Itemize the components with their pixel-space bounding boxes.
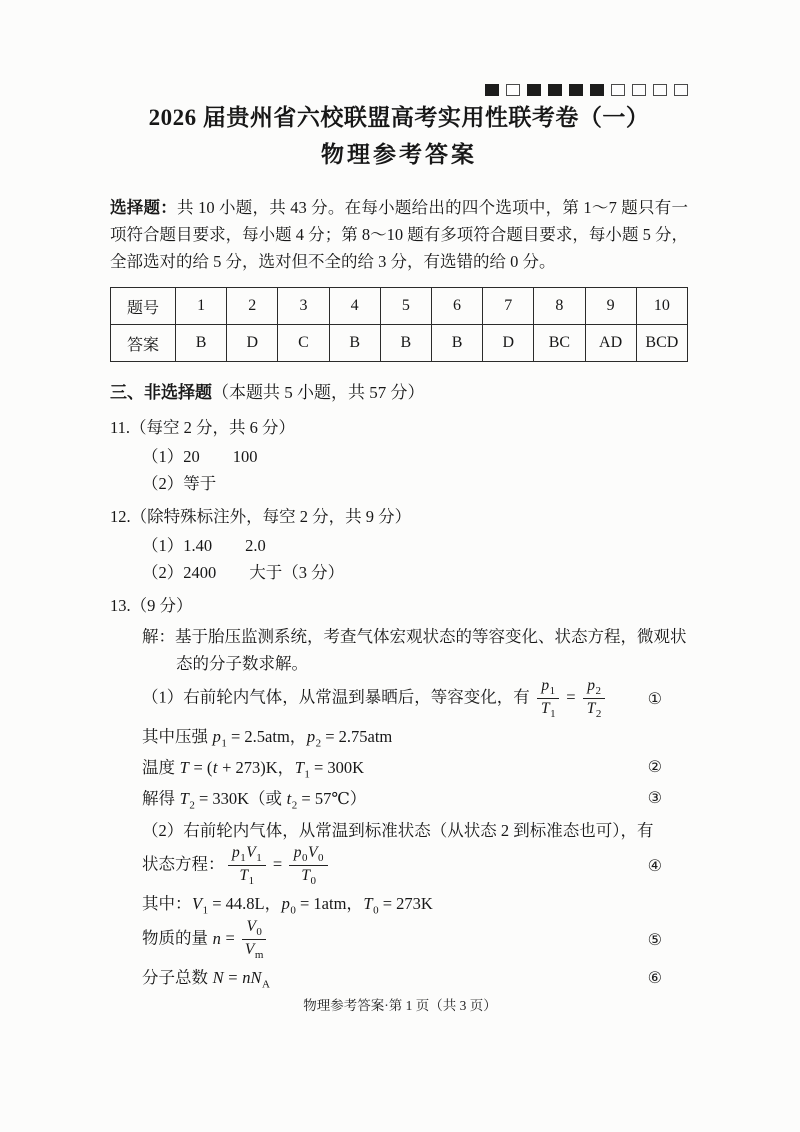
- math-variable: p: [306, 726, 316, 746]
- solution-line-content: [142, 817, 654, 841]
- solution-line-content: [142, 785, 366, 811]
- page-title: 2026 届贵州省六校联盟高考实用性联考卷（一）: [148, 105, 650, 130]
- solution-line: [110, 844, 688, 887]
- math-subscript: 0: [310, 875, 316, 888]
- math-subscript: 1: [248, 875, 255, 888]
- solution-text: （1）右前轮内气体，从常温到暴晒后，等容变化，有: [142, 687, 534, 707]
- solution-text: + 273)K，: [217, 757, 295, 777]
- question-number-cell: 5: [380, 288, 431, 325]
- registration-square: [590, 84, 604, 96]
- registration-square: [548, 84, 562, 96]
- math-variable: p: [293, 844, 302, 862]
- solution-line-content: [142, 918, 269, 961]
- question-13-heading: 13.（9 分）: [110, 596, 193, 615]
- equation-number: ①: [647, 689, 662, 709]
- question-13-solution-note: 解：基于胎压监测系统，考查气体宏观状态的等容变化、状态方程，微观状态的分子数求解。: [142, 627, 687, 673]
- math-variable: t: [286, 788, 292, 808]
- math-variable: t: [212, 757, 218, 777]
- math-subscript: 0: [302, 852, 308, 865]
- math-subscript: 2: [595, 708, 602, 721]
- answer-cell: BCD: [636, 325, 687, 362]
- math-subscript: 1: [240, 852, 246, 865]
- math-subscript: 1: [550, 708, 556, 721]
- math-subscript: m: [254, 949, 264, 962]
- math-variable: T: [586, 700, 596, 718]
- math-variable: nN: [242, 967, 262, 987]
- instructions-paragraph: [110, 194, 688, 275]
- math-variable: V: [192, 893, 203, 913]
- registration-marks: [485, 84, 688, 96]
- question-12-heading: 12.（除特殊标注外，每空 2 分，共 9 分）: [110, 507, 412, 526]
- equation-number: ④: [647, 856, 662, 876]
- question-11-heading: 11.（每空 2 分，共 6 分）: [110, 418, 296, 437]
- page-subtitle: 物理参考答案: [321, 142, 477, 167]
- solution-text: =: [268, 854, 287, 874]
- math-variable: p: [541, 677, 550, 694]
- solution-text: = 2.5atm，: [226, 726, 307, 746]
- question-13-solution-lines: [110, 677, 688, 993]
- math-subscript: 0: [373, 904, 379, 917]
- fraction: [289, 844, 327, 887]
- registration-square: [674, 84, 688, 96]
- solution-text: 温度: [142, 757, 180, 777]
- math-subscript: 1: [202, 904, 209, 917]
- math-subscript: 1: [221, 736, 227, 749]
- solution-line-content: [142, 677, 608, 720]
- answer-cell: B: [176, 325, 227, 362]
- solution-text: = 330K（或: [194, 788, 287, 808]
- registration-square: [611, 84, 625, 96]
- math-variable: T: [239, 867, 249, 885]
- question-number-cell: 6: [431, 288, 482, 325]
- solution-text: 其中压强: [142, 726, 213, 746]
- fraction: [583, 677, 605, 720]
- question-number-cell: 3: [278, 288, 329, 325]
- answer-cell: B: [380, 325, 431, 362]
- registration-square: [506, 84, 520, 96]
- math-variable: T: [294, 757, 304, 777]
- answer-cell: BC: [534, 325, 585, 362]
- math-subscript: 0: [290, 904, 296, 917]
- solution-line: [110, 887, 688, 918]
- question-12-answer-line: （1）1.40 2.0: [142, 536, 266, 555]
- math-subscript: 0: [318, 852, 324, 865]
- section-heading: [110, 378, 688, 408]
- answer-cell: AD: [585, 325, 636, 362]
- question-number-cell: 2: [227, 288, 278, 325]
- answer-cell: D: [227, 325, 278, 362]
- math-variable: V: [244, 941, 255, 959]
- registration-square: [569, 84, 583, 96]
- fraction: [537, 677, 559, 720]
- solution-text: （2）右前轮内气体，从常温到标准状态（从状态 2 到标准态也可），有: [142, 820, 654, 840]
- solution-text: =: [224, 967, 242, 987]
- solution-text: 状态方程：: [142, 854, 225, 874]
- section-heading-rest: （本题共 5 小题，共 57 分）: [212, 383, 425, 402]
- solution-text: 物质的量: [142, 928, 213, 948]
- solution-line: [110, 962, 688, 993]
- math-variable: n: [212, 928, 221, 948]
- math-variable: p: [212, 726, 221, 746]
- math-variable: N: [212, 967, 224, 987]
- question-12-answer-line: （2）2400 大于（3 分）: [142, 563, 345, 582]
- fraction: [228, 844, 266, 887]
- math-variable: T: [363, 893, 373, 913]
- math-variable: T: [179, 757, 189, 777]
- math-variable: p: [587, 677, 595, 694]
- solution-text: = 2.75atm: [321, 726, 393, 746]
- math-subscript: A: [261, 978, 270, 991]
- equation-number: ⑤: [647, 930, 662, 950]
- question-number-cell: 10: [636, 288, 687, 325]
- math-variable: V: [308, 844, 318, 862]
- answer-cell: B: [329, 325, 380, 362]
- row-header-question-number: 题号: [111, 288, 176, 325]
- equation-number: ②: [647, 757, 662, 777]
- math-subscript: 2: [315, 736, 322, 749]
- row-header-answer: 答案: [111, 325, 176, 362]
- answer-cell: D: [483, 325, 534, 362]
- solution-text: = 273K: [378, 893, 433, 913]
- answer-cell: B: [431, 325, 482, 362]
- math-subscript: 0: [256, 926, 262, 939]
- solution-text: 其中：: [142, 893, 192, 913]
- solution-text: 解得: [142, 788, 180, 808]
- solution-text: = (: [189, 757, 213, 777]
- solution-line-content: [142, 723, 392, 749]
- question-number-cell: 9: [585, 288, 636, 325]
- math-variable: p: [281, 893, 290, 913]
- solution-line: [110, 782, 688, 813]
- math-subscript: 2: [291, 798, 298, 811]
- solution-text: = 44.8L，: [208, 893, 282, 913]
- solution-line: [110, 677, 688, 720]
- math-variable: T: [540, 700, 550, 718]
- table-row-question-numbers: [111, 288, 688, 325]
- solution-text: = 1atm，: [295, 893, 363, 913]
- question-number-cell: 7: [483, 288, 534, 325]
- math-subscript: 2: [189, 798, 195, 811]
- registration-square: [527, 84, 541, 96]
- question-number-cell: 8: [534, 288, 585, 325]
- registration-square: [485, 84, 499, 96]
- math-variable: V: [246, 844, 256, 862]
- math-variable: T: [179, 788, 189, 808]
- solution-line-content: [142, 754, 364, 780]
- solution-line-content: [142, 844, 331, 887]
- math-variable: T: [301, 867, 310, 885]
- page-footer: 物理参考答案·第 1 页（共 3 页）: [303, 998, 497, 1013]
- solution-line-content: [142, 890, 433, 916]
- math-subscript: 1: [256, 852, 262, 865]
- table-row-answers: [111, 325, 688, 362]
- fraction: [242, 918, 266, 961]
- solution-line-content: [142, 964, 270, 990]
- question-number-cell: 4: [329, 288, 380, 325]
- question-11-answer-line: （2）等于: [142, 474, 217, 493]
- solution-text: = 57℃）: [297, 788, 367, 808]
- solution-line: [110, 720, 688, 751]
- solution-line: [110, 751, 688, 782]
- solution-text: = 300K: [309, 757, 365, 777]
- solution-line: [110, 813, 688, 844]
- instructions-label: 选择题：: [110, 198, 177, 217]
- math-variable: p: [232, 844, 240, 862]
- solution-line: [110, 918, 688, 961]
- instructions-text: 共 10 小题，共 43 分。在每小题给出的四个选项中，第 1～7 题只有一项符合题目要求，每小题 4 分；第 8～10 题有多项符合题目要求，每小题 5 分，全部选对的给 5 分，选对但不全的给 3 分，有选错的给 0 分。: [110, 198, 689, 271]
- solution-text: =: [562, 687, 580, 707]
- registration-square: [653, 84, 667, 96]
- math-subscript: 1: [304, 767, 310, 780]
- question-11-answer-line: （1）20 100: [142, 447, 258, 466]
- answer-cell: C: [278, 325, 329, 362]
- math-subscript: 2: [595, 685, 601, 698]
- page-content: [0, 104, 800, 993]
- solution-text: =: [221, 928, 239, 948]
- solution-text: 分子总数: [142, 967, 213, 987]
- math-subscript: 1: [549, 685, 556, 698]
- equation-number: ⑥: [647, 967, 662, 987]
- question-number-cell: 1: [176, 288, 227, 325]
- math-variable: V: [246, 918, 256, 936]
- registration-square: [632, 84, 646, 96]
- answer-table: [110, 287, 688, 362]
- section-heading-bold: 三、非选择题: [110, 383, 212, 402]
- equation-number: ③: [647, 788, 662, 808]
